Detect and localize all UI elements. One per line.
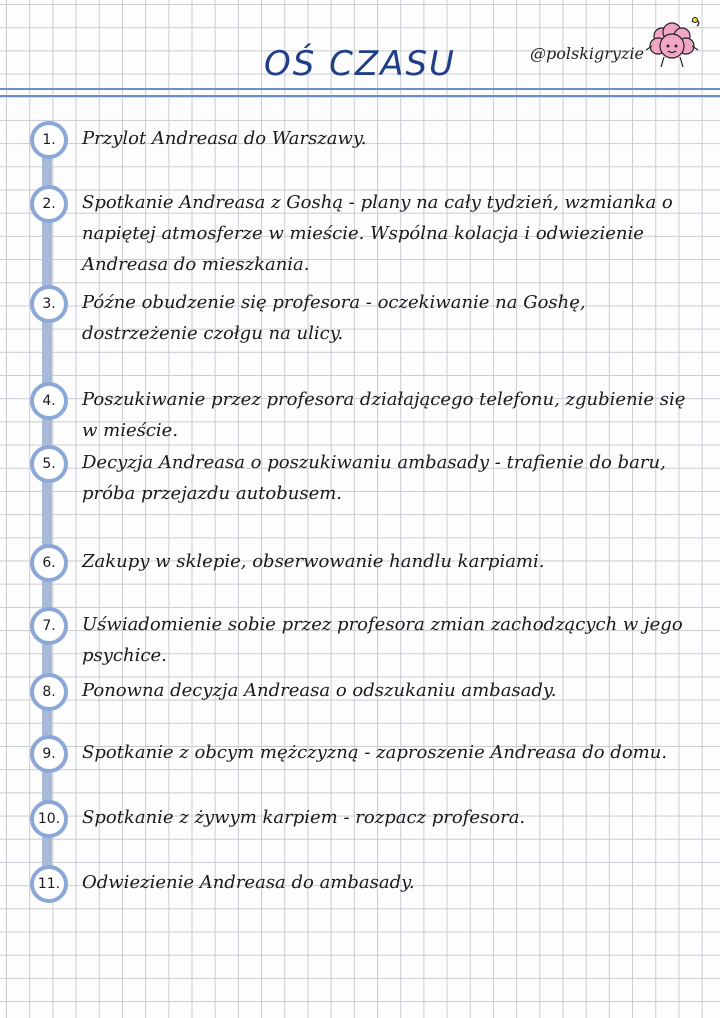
- event-text: Uświadomienie sobie przez profesora zmian zachodzących w jego psychice.: [82, 614, 683, 666]
- event-text: Przylot Andreasa do Warszawy.: [82, 128, 367, 149]
- event-number-badge: 7.: [30, 607, 68, 645]
- event-number-badge: 2.: [30, 185, 68, 223]
- event-text: Decyzja Andreasa o poszukiwaniu ambasady - trafienie do baru, próba przejazdu autobusem.: [82, 452, 666, 504]
- event-text: Poszukiwanie przez profesora działającego telefonu, zgubienie się w mieście.: [82, 389, 686, 441]
- event-text: Odwiezienie Andreasa do ambasady.: [82, 872, 415, 893]
- event-number-badge: 3.: [30, 285, 68, 323]
- event-text: Spotkanie Andreasa z Goshą - plany na cały tydzień, wzmianka o napiętej atmosferze w mieście. Wspólna kolacja i odwiezienie Andreasa do mieszkania.: [82, 192, 673, 275]
- title-divider: [0, 95, 720, 97]
- event-number-badge: 6.: [30, 544, 68, 582]
- event-number-badge: 11.: [30, 865, 68, 903]
- event-number-badge: 8.: [30, 673, 68, 711]
- brand-handle: @polskigryzie: [530, 44, 644, 63]
- event-number-badge: 9.: [30, 735, 68, 773]
- title-divider: [0, 88, 720, 90]
- timeline-line: [42, 136, 52, 886]
- event-text: Spotkanie z żywym karpiem - rozpacz profesora.: [82, 807, 526, 828]
- event-text: Zakupy w sklepie, obserwowanie handlu karpiami.: [82, 551, 545, 572]
- page-title: OŚ CZASU: [264, 44, 456, 84]
- event-number-badge: 10.: [30, 800, 68, 838]
- brain-mascot-icon: [640, 16, 706, 74]
- event-text: Późne obudzenie się profesora - oczekiwanie na Goshę, dostrzeżenie czołgu na ulicy.: [82, 292, 586, 344]
- event-text: Ponowna decyzja Andreasa o odszukaniu ambasady.: [82, 680, 557, 701]
- event-number-badge: 1.: [30, 121, 68, 159]
- event-number-badge: 5.: [30, 445, 68, 483]
- event-text: Spotkanie z obcym mężczyzną - zaproszenie Andreasa do domu.: [82, 742, 668, 763]
- event-number-badge: 4.: [30, 382, 68, 420]
